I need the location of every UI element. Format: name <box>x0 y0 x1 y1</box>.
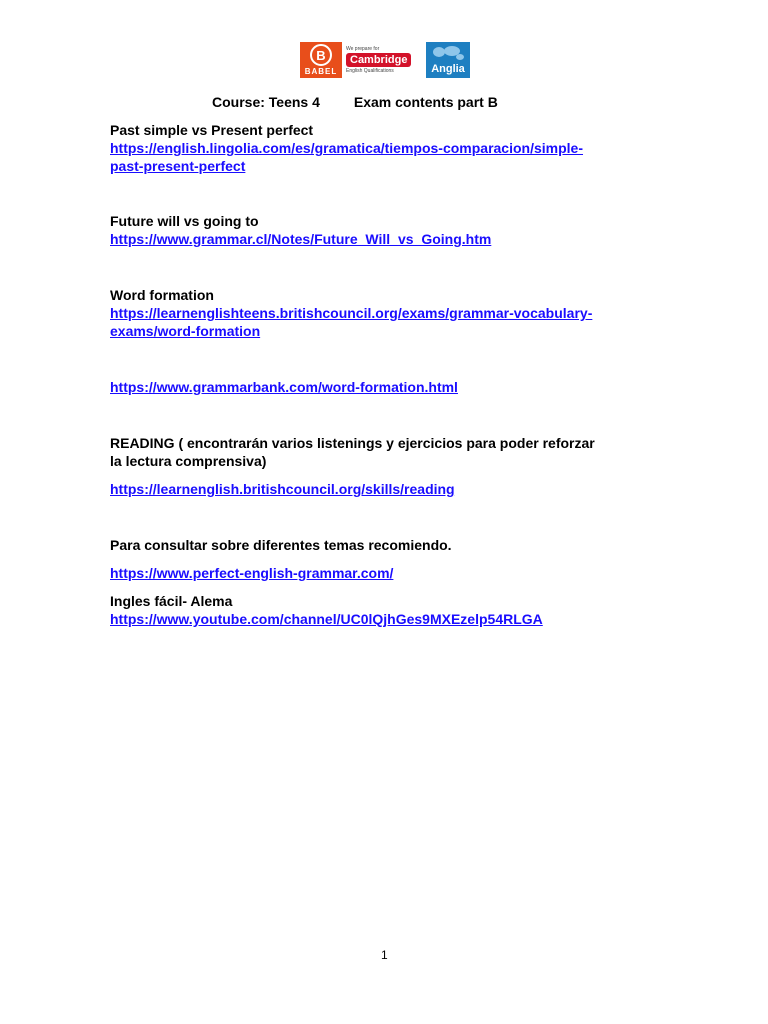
section-heading: Word formation <box>110 287 214 303</box>
cambridge-name: Cambridge <box>346 53 411 67</box>
page-title <box>212 94 498 110</box>
world-map-icon <box>430 44 466 62</box>
cambridge-sub: English Qualifications <box>346 68 394 74</box>
section-heading: Ingles fácil- Alema <box>110 593 233 609</box>
section-grammarbank <box>110 378 670 396</box>
babel-logo-initial: B <box>310 44 332 66</box>
section-recommendations <box>110 536 670 582</box>
section-ingles-facil <box>110 592 670 628</box>
section-heading: READING ( encontrarán varios listenings y ejercicios para poder reforzar la lectura comprensiva) <box>110 435 595 469</box>
link-grammarbank[interactable]: https://www.grammarbank.com/word-formation.html <box>110 379 458 395</box>
cambridge-tagline: We prepare for <box>346 46 380 52</box>
section-reading <box>110 434 670 498</box>
link-learnenglishteens[interactable]: https://learnenglishteens.britishcouncil.org/exams/grammar-vocabulary- exams/word-formation <box>110 305 593 339</box>
section-future <box>110 212 670 248</box>
section-heading: Future will vs going to <box>110 213 259 229</box>
link-perfect-english-grammar[interactable]: https://www.perfect-english-grammar.com/ <box>110 565 394 581</box>
page-number: 1 <box>381 948 388 962</box>
cambridge-logo <box>342 42 426 78</box>
babel-logo <box>300 42 342 78</box>
anglia-logo <box>426 42 470 78</box>
link-lingolia[interactable]: https://english.lingolia.com/es/gramatica/tiempos-comparacion/simple- past-present-perfect <box>110 140 583 174</box>
anglia-name: Anglia <box>431 63 465 75</box>
babel-logo-word: BABEL <box>304 67 338 76</box>
section-word-formation <box>110 286 670 340</box>
section-heading: Para consultar sobre diferentes temas recomiendo. <box>110 537 452 553</box>
exam-title: Exam contents part B <box>353 94 498 110</box>
link-grammar-cl[interactable]: https://www.grammar.cl/Notes/Future_Will_vs_Going.htm <box>110 231 492 247</box>
course-title: Course: Teens 4 <box>212 94 320 110</box>
header-logos <box>300 42 470 78</box>
section-past-simple <box>110 121 670 175</box>
section-heading: Past simple vs Present perfect <box>110 122 314 138</box>
link-youtube-channel[interactable]: https://www.youtube.com/channel/UC0lQjhGes9MXEzelp54RLGA <box>110 611 543 627</box>
document-body <box>110 121 670 628</box>
link-british-council-reading[interactable]: https://learnenglish.britishcouncil.org/skills/reading <box>110 481 455 497</box>
